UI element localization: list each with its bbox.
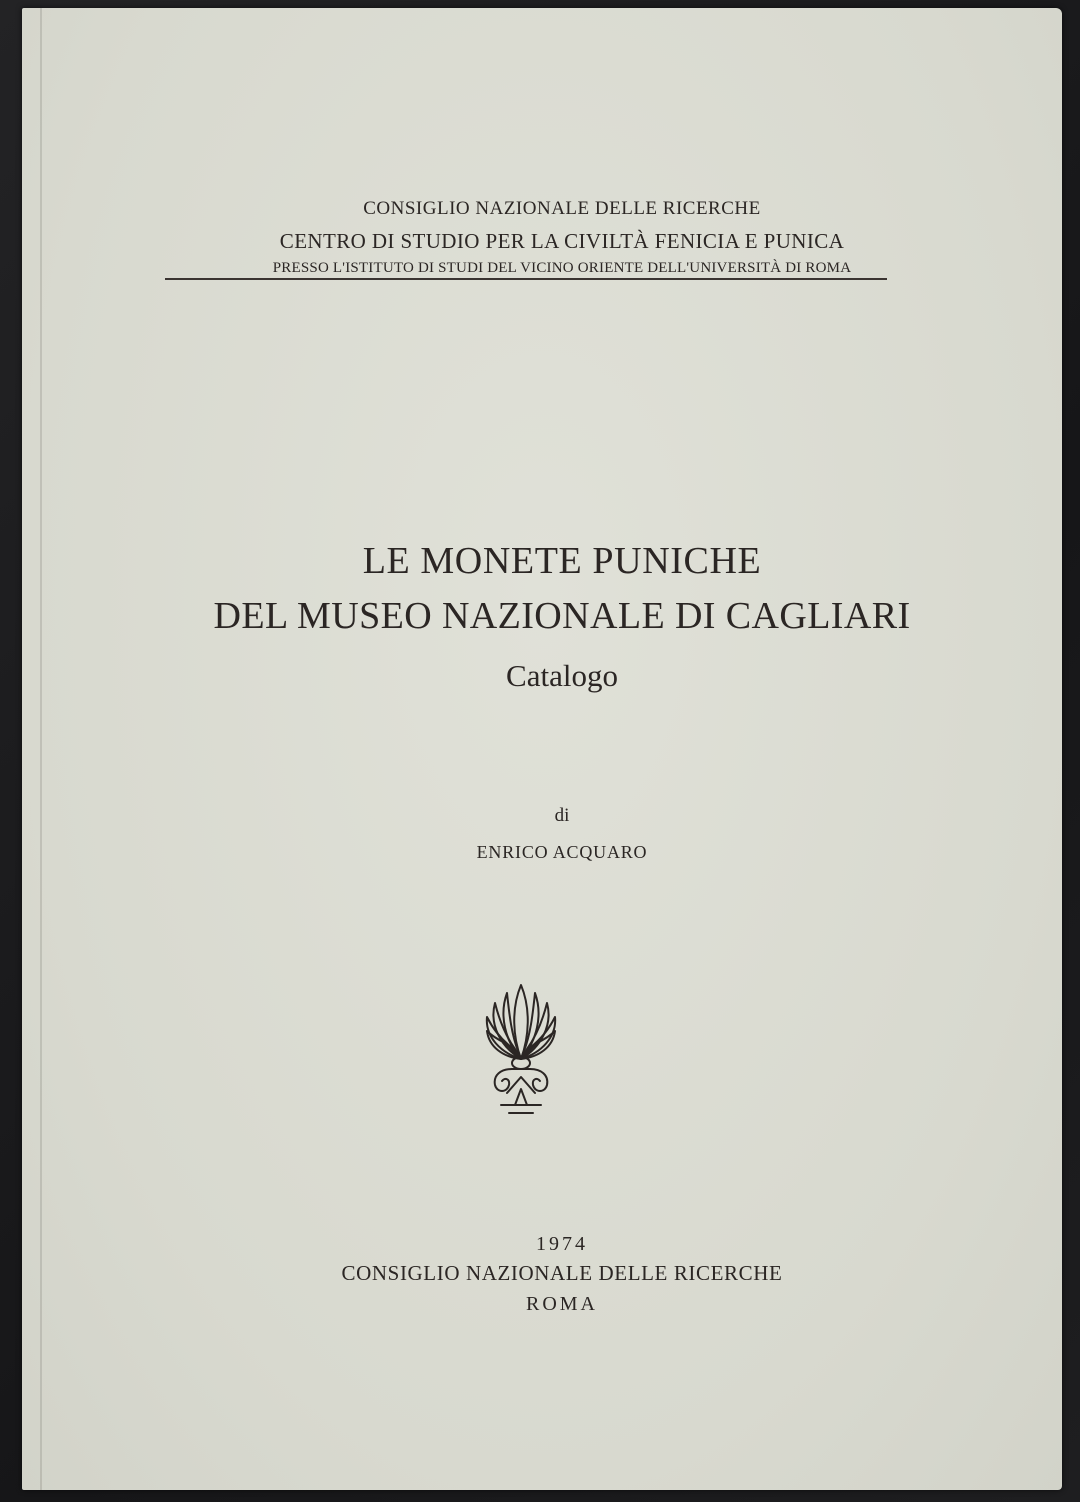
- title-line-1: LE MONETE PUNICHE: [362, 540, 762, 582]
- header-affiliation: PRESSO L'ISTITUTO DI STUDI DEL VICINO ORIENTE DELL'UNIVERSITÀ DI ROMA: [272, 260, 852, 276]
- author-name: ENRICO ACQUARO: [476, 842, 648, 862]
- title-line-2: DEL MUSEO NAZIONALE DI CAGLIARI: [213, 595, 911, 637]
- publication-city: ROMA: [525, 1293, 598, 1315]
- spine-crease: [40, 8, 42, 1490]
- header-study-center: CENTRO DI STUDIO PER LA CIVILTÀ FENICIA E PUNICA: [279, 229, 845, 253]
- header-institution: CONSIGLIO NAZIONALE DELLE RICERCHE: [363, 198, 761, 219]
- publication-year: 1974: [536, 1233, 588, 1255]
- header-rule: [165, 278, 887, 280]
- publisher-name: CONSIGLIO NAZIONALE DELLE RICERCHE: [341, 1261, 783, 1285]
- subtitle: Catalogo: [506, 658, 618, 693]
- palmette-ornament-icon: [465, 973, 577, 1121]
- byline-preposition: di: [554, 805, 570, 826]
- book-cover: [22, 8, 1062, 1490]
